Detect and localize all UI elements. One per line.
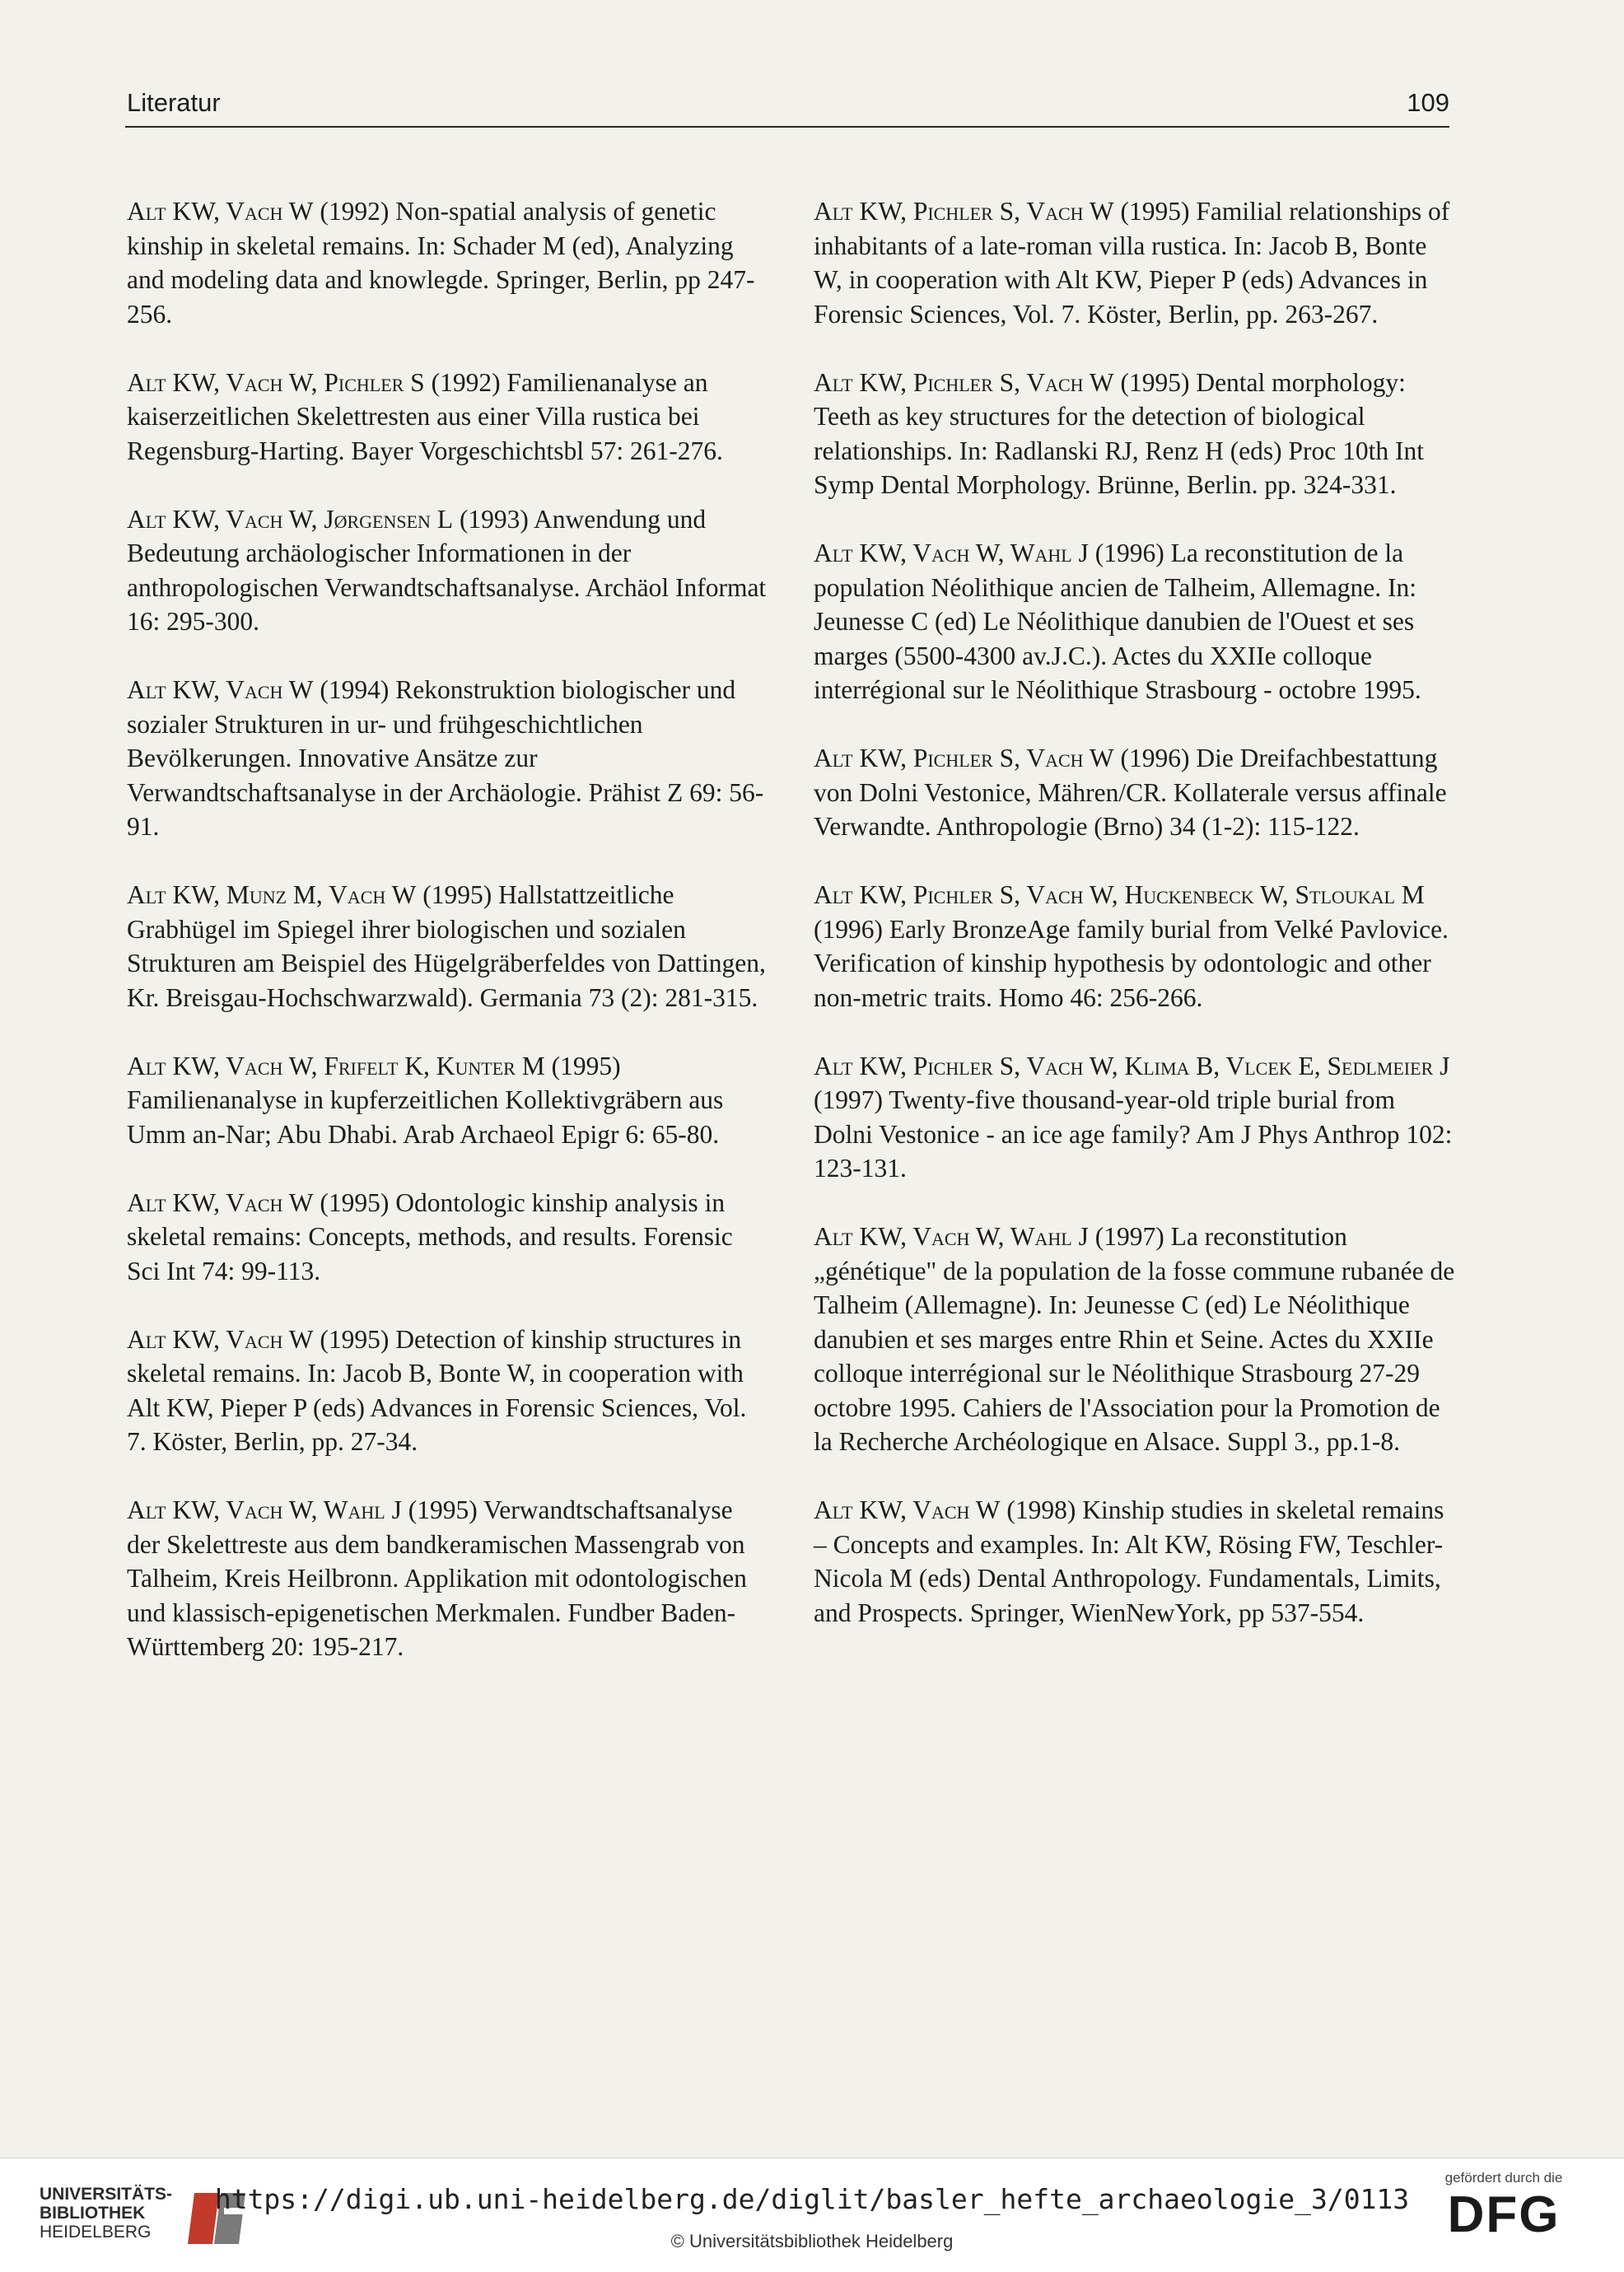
funder-block[interactable] (1421, 2170, 1586, 2260)
entry-text: (1996) Early BronzeAge family burial from Velké Pavlovice. Verification of kinship hypothesis by odontologic and other non-metric traits. Homo 46: 256-266. (814, 914, 1449, 1012)
entry-text: (1995) Odontologic kinship analysis in skeletal remains: Concepts, methods, and results. Forensic Sci Int 74: 99-113. (127, 1187, 733, 1285)
entry-text: (1993) Anwendung und Bedeutung archäologischer Informationen in der anthropologischen Verwandtschaftsanalyse. Archäol Informat 16: 295-300. (127, 504, 767, 636)
dfg-logo: DFG (1447, 2186, 1561, 2243)
bibliography-entry (814, 1220, 1456, 1459)
bibliography-entry (814, 536, 1456, 707)
bibliography-entry (814, 194, 1456, 331)
entry-text: (1997) La reconstitution „génétique" de la population de la fosse commune rubanée de Talheim (Allemagne). In: Jeunesse C (ed) Le Néolithique danubien et ses marges entre Rhin et Seine. Actes du XXIIe colloque interrégional sur le Néolithique Strasbourg 27-29 octobre 1995. Cahiers de l'Association pour la Promotion de la Recherche Archéologique en Alsace. Suppl 3., pp.1-8. (814, 1222, 1455, 1456)
entry-authors: Alt KW, Pichler S, Vach W, Huckenbeck W, Stloukal M (814, 880, 1425, 909)
copyright-notice: © Universitätsbibliothek Heidelberg (670, 2231, 954, 2251)
entry-text: (1995) Familienanalyse in kupferzeitlichen Kollektivgräbern aus Umm an-Nar; Abu Dhabi. Arab Archaeol Epigr 6: 65-80. (127, 1051, 724, 1149)
entry-text: (1997) Twenty-five thousand-year-old triple burial from Dolni Vestonice - an ice age family? Am J Phys Anthrop 102: 123-131. (814, 1085, 1453, 1183)
page-number: 109 (1407, 88, 1449, 117)
entry-authors: Alt KW, Pichler S, Vach W, Klima B, Vlcek E, Sedlmeier J (814, 1051, 1450, 1080)
bibliography-left-column (127, 194, 769, 1698)
entry-authors: Alt KW, Vach W, Wahl J (814, 1222, 1089, 1251)
entry-text: (1994) Rekonstruktion biologischer und sozialer Strukturen in ur- und frühgeschichtlichen Bevölkerungen. Innovative Ansätze zur Verwandtschaftsanalyse in der Archäologie. Prähist Z 69: 56-91. (127, 675, 764, 841)
entry-authors: Alt KW, Vach W, Wahl J (814, 539, 1089, 567)
entry-authors: Alt KW, Pichler S, Vach W (814, 367, 1114, 397)
entry-authors: Alt KW, Pichler S, Vach W (814, 197, 1114, 226)
entry-authors: Alt KW, Vach W (127, 197, 314, 226)
entry-text: (1992) Non-spatial analysis of genetic kinship in skeletal remains. In: Schader M (ed), Analyzing and modeling data and knowlegde. Springer, Berlin, pp 247-256. (127, 197, 755, 329)
entry-text: (1995) Dental morphology: Teeth as key structures for the detection of biological relationships. In: Radlanski RJ, Renz H (eds) Proc 10th Int Symp Dental Morphology. Brünne, Berlin. pp. 324-331. (814, 367, 1425, 499)
bibliography-entry (127, 1186, 769, 1289)
entry-authors: Alt KW, Vach W, Frifelt K, Kunter M (127, 1051, 545, 1080)
bibliography-entry (127, 366, 769, 469)
running-head-title: Literatur (127, 88, 221, 117)
bibliography-entry (127, 1049, 769, 1152)
bibliography-right-column (814, 194, 1456, 1664)
bibliography-entry (814, 366, 1456, 502)
bibliography-entry (814, 741, 1456, 844)
entry-authors: Alt KW, Pichler S, Vach W (814, 744, 1114, 772)
entry-text: (1992) Familienanalyse an kaiserzeitlichen Skelettresten aus einer Villa rustica bei Regensburg-Harting. Bayer Vorgeschichtsbl 57: 261-276. (127, 367, 723, 465)
bibliography-entry (127, 1493, 769, 1664)
bibliography-entry (814, 1049, 1456, 1186)
bibliography-entry (127, 502, 769, 639)
entry-authors: Alt KW, Vach W, Pichler S (127, 367, 425, 397)
bibliography-entry (127, 1323, 769, 1459)
entry-text: (1998) Kinship studies in skeletal remains – Concepts and examples. In: Alt KW, Rösing FW, Teschler-Nicola M (eds) Dental Anthropology. Fundamentals, Limits, and Prospects. Springer, WienNewYork, pp 537-554. (814, 1495, 1444, 1627)
library-name-line2: BIBLIOTHEK (40, 2204, 146, 2223)
library-name-line1: UNIVERSITÄTS- (40, 2185, 173, 2204)
entry-text: (1995) Familial relationships of inhabitants of a late-roman villa rustica. In: Jacob B, Bonte W, in cooperation with Alt KW, Pieper P (eds) Advances in Forensic Sciences, Vol. 7. Köster, Berlin, pp. 263-267. (814, 197, 1450, 329)
digitization-footer (0, 2158, 1624, 2272)
entry-authors: Alt KW, Vach W, Jørgensen L (127, 504, 454, 534)
running-head (125, 85, 1449, 128)
entry-authors: Alt KW, Vach W (127, 1187, 314, 1217)
entry-text: (1995) Detection of kinship structures in skeletal remains. In: Jacob B, Bonte W, in cooperation with Alt KW, Pieper P (eds) Advances in Forensic Sciences, Vol. 7. Köster, Berlin, pp. 27-34. (127, 1324, 747, 1456)
entry-authors: Alt KW, Vach W (127, 675, 314, 704)
library-name-line3: HEIDELBERG (40, 2223, 152, 2242)
bibliography-entry (814, 1493, 1456, 1630)
entry-authors: Alt KW, Vach W (814, 1495, 1001, 1524)
bibliography-entry (814, 878, 1456, 1015)
entry-text: (1996) La reconstitution de la population Néolithique ancien de Talheim, Allemagne. In: Jeunesse C (ed) Le Néolithique danubien de l'Ouest et ses marges (5500-4300 av.J.C.). Actes du XXIIe colloque interrégional sur le Néolithique Strasbourg - octobre 1995. (814, 539, 1421, 704)
funder-label: gefördert durch die (1444, 2170, 1563, 2186)
entry-text: (1996) Die Dreifachbestattung von Dolni Vestonice, Mähren/CR. Kollaterale versus affinale Verwandte. Anthropologie (Brno) 34 (1-2): 115-122. (814, 744, 1447, 841)
source-url-link[interactable]: https://digi.ub.uni-heidelberg.de/diglit/basler_hefte_archaeologie_3/0113 (214, 2183, 1410, 2215)
entry-authors: Alt KW, Munz M, Vach W (127, 880, 417, 909)
entry-text: (1995) Hallstattzeitliche Grabhügel im Spiegel ihrer biologischen und sozialen Strukturen am Beispiel des Hügelgräberfeldes von Dattingen, Kr. Breisgau-Hochschwarzwald). Germania 73 (2): 281-315. (127, 880, 766, 1012)
bibliography-entry (127, 878, 769, 1015)
entry-text: (1995) Verwandtschaftsanalyse der Skelettreste aus dem bandkeramischen Massengrab von Talheim, Kreis Heilbronn. Applikation mit odontologischen und klassisch-epigenetischen Merkmalen. Fundber Baden-Württemberg 20: 195-217. (127, 1495, 747, 1661)
entry-authors: Alt KW, Vach W (127, 1324, 314, 1354)
bibliography-entry (127, 194, 769, 331)
bibliography-entry (127, 673, 769, 844)
entry-authors: Alt KW, Vach W, Wahl J (127, 1495, 402, 1524)
